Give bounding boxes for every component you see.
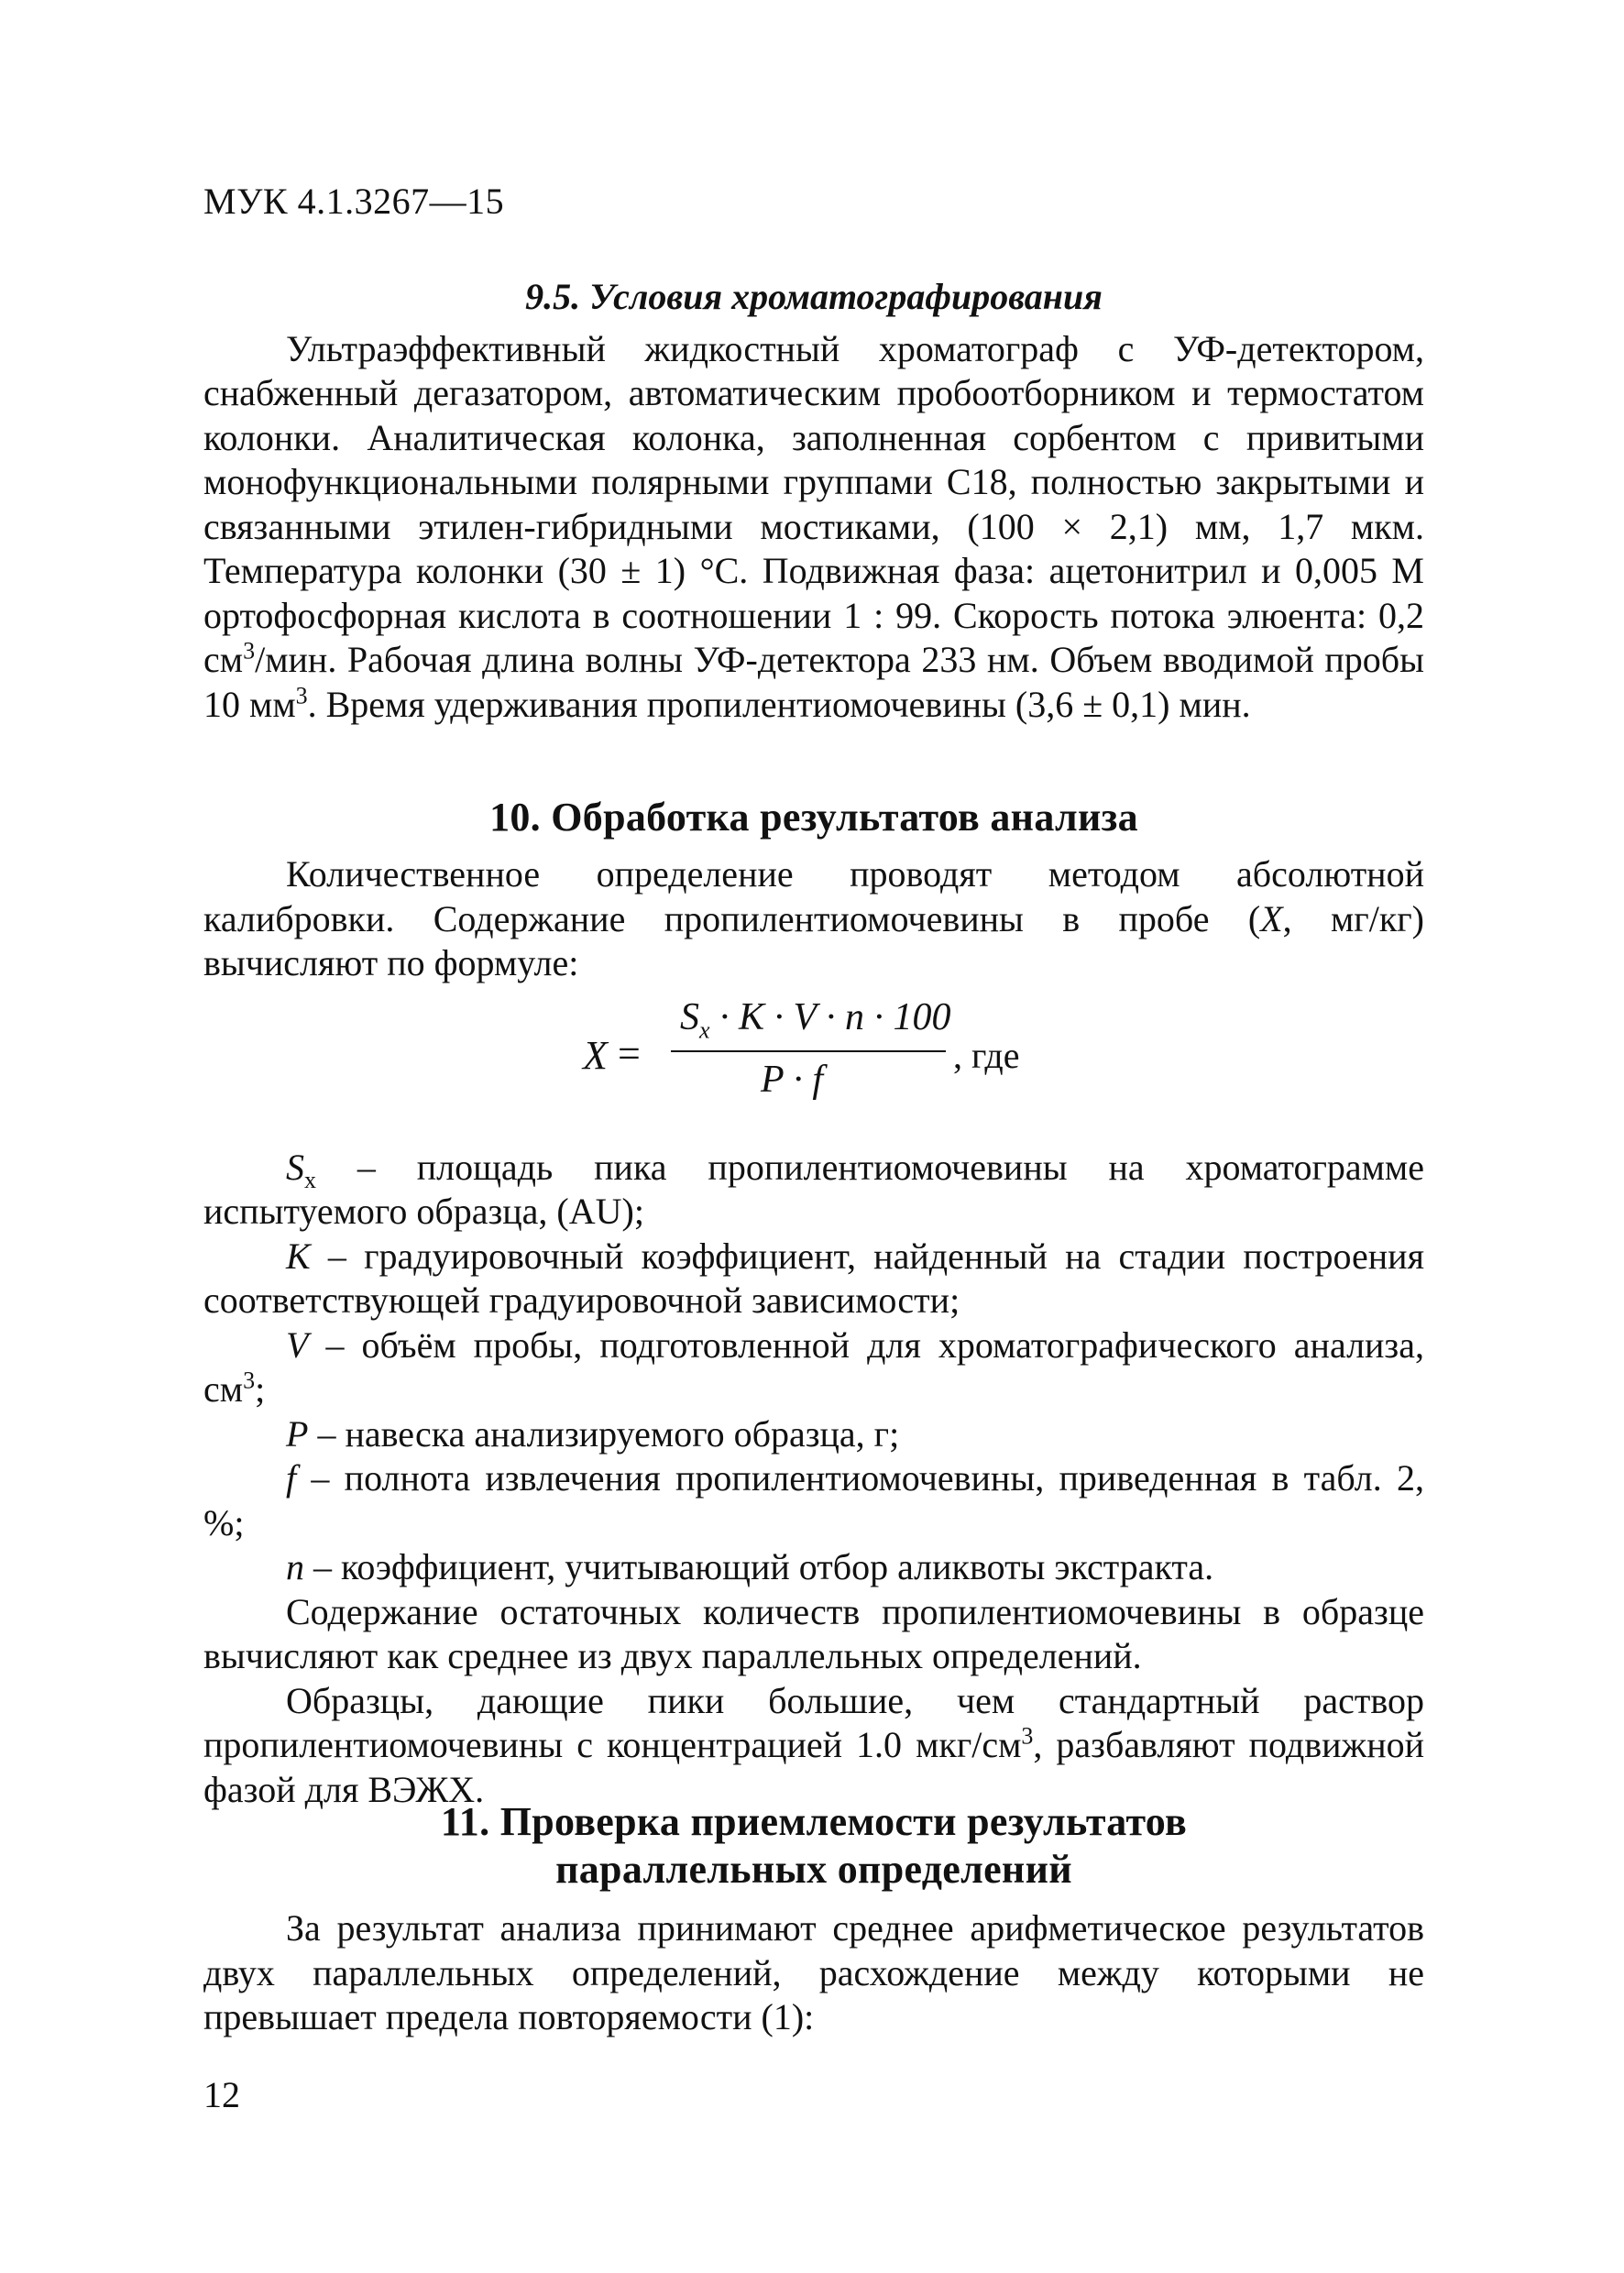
formula-subscript: x <box>699 1016 710 1043</box>
paragraph-text: , мг/кг) вычисляют по формуле: <box>203 897 1424 983</box>
paragraph-text: Ультраэффективный жидкостный хроматограф с УФ-детектором, снабженный дегазатором, автоматическим пробоотборником и термостатом колонки. Аналитическая колонка, заполненная сорбентом с привитыми монофункциональными полярными группами С18, полностью закрытыми и связанными этилен-гибридными мостиками, (100 × 2,1) мм, 1,7 мкм. Температура колонки (30 ± 1) °С. Подвижная фаза: ацетонитрил и 0,005 М ортофосфорная кислота в соотношении 1 : 99. Скорость потока элюента: 0,2 см <box>203 327 1424 680</box>
definition-item <box>203 1235 1424 1323</box>
superscript: 3 <box>243 637 256 664</box>
section-10-title: 10. Обработка результатов анализа <box>489 795 1138 840</box>
definition-text: – градуировочный коэффициент, найденный на стадии построения соответствующей градуировочной зависимости; <box>203 1235 1424 1321</box>
section-9-5-title: 9.5. Условия хроматографирования <box>525 276 1103 317</box>
definition-symbol: V <box>286 1323 309 1366</box>
section-10-intro <box>203 852 1424 986</box>
section-10-paragraph-3 <box>203 1679 1424 1813</box>
definition-text: – объём пробы, подготовленной для хроматографического анализа, см <box>203 1323 1424 1410</box>
definitions-list <box>203 1146 1424 1590</box>
definition-text: – навеска анализируемого образца, г; <box>308 1412 900 1455</box>
definition-text: – полнота извлечения пропилентиомочевины, приведенная в табл. 2, %; <box>203 1457 1424 1543</box>
definition-tail: ; <box>255 1368 266 1410</box>
definition-symbol: K <box>286 1235 311 1277</box>
formula-numerator-rest: · K · V · n · 100 <box>709 995 951 1038</box>
paragraph-text: Образцы, дающие пики большие, чем стандартный раствор пропилентиомочевины с концентрацией 1.0 мкг/см <box>203 1679 1424 1765</box>
definition-symbol: S <box>286 1146 304 1188</box>
section-11-title-line-1: 11. Проверка приемлемости результатов <box>440 1799 1188 1844</box>
section-10-paragraph-2: Содержание остаточных количеств пропилентиомочевины в образце вычисляют как среднее из двух параллельных определений. <box>203 1590 1424 1676</box>
definition-item <box>203 1456 1424 1545</box>
superscript: 3 <box>243 1367 256 1394</box>
definition-item <box>203 1412 1424 1457</box>
paragraph-text: Количественное определение проводят методом абсолютной калибровки. Содержание пропилентиомочевины в пробе ( <box>203 853 1424 939</box>
paragraph-text: , разбавляют подвижной фазой для ВЭЖХ. <box>203 1724 1424 1810</box>
formula-numerator <box>680 995 951 1043</box>
definition-symbol: n <box>286 1546 304 1587</box>
section-11-paragraph: За результат анализа принимают среднее арифметическое результатов двух параллельных определений, расхождение между которыми не превышает предела повторяемости (1): <box>203 1907 1424 2037</box>
definition-symbol: f <box>286 1457 297 1499</box>
formula-equals: = <box>618 1030 641 1076</box>
definition-text: – коэффициент, учитывающий отбор аликвоты экстракта. <box>304 1546 1214 1587</box>
formula <box>203 995 1424 1133</box>
section-11-title-line-2: параллельных определений <box>555 1847 1072 1892</box>
definition-symbol: P <box>286 1412 309 1455</box>
formula-symbol: S <box>680 995 699 1038</box>
definition-item <box>203 1146 1424 1235</box>
formula-lhs: X <box>583 1032 608 1078</box>
definition-subscript: x <box>304 1166 316 1193</box>
section-9-5 <box>203 275 1424 727</box>
formula-denominator: P · f <box>761 1058 824 1101</box>
superscript: 3 <box>1021 1722 1034 1750</box>
definition-item <box>203 1545 1424 1590</box>
superscript: 3 <box>295 682 308 709</box>
section-11 <box>203 1798 1424 2040</box>
document-code: МУК 4.1.3267—15 <box>203 181 505 222</box>
paragraph-text: . Время удерживания пропилентиомочевины (3,6 ± 0,1) мин. <box>307 683 1251 725</box>
variable: X <box>1260 897 1283 939</box>
page-number: 12 <box>203 2074 240 2115</box>
section-9-5-paragraph <box>203 327 1424 728</box>
definition-item <box>203 1323 1424 1412</box>
fraction-bar <box>671 1050 946 1052</box>
section-10 <box>203 794 1424 1812</box>
formula-where: , где <box>953 1034 1020 1076</box>
definition-text: – площадь пика пропилентиомочевины на хроматограмме испытуемого образца, (AU); <box>203 1146 1424 1232</box>
paragraph-text: /мин. Рабочая длина волны УФ-детектора 233 нм. Объем вводимой пробы 10 мм <box>203 639 1424 725</box>
